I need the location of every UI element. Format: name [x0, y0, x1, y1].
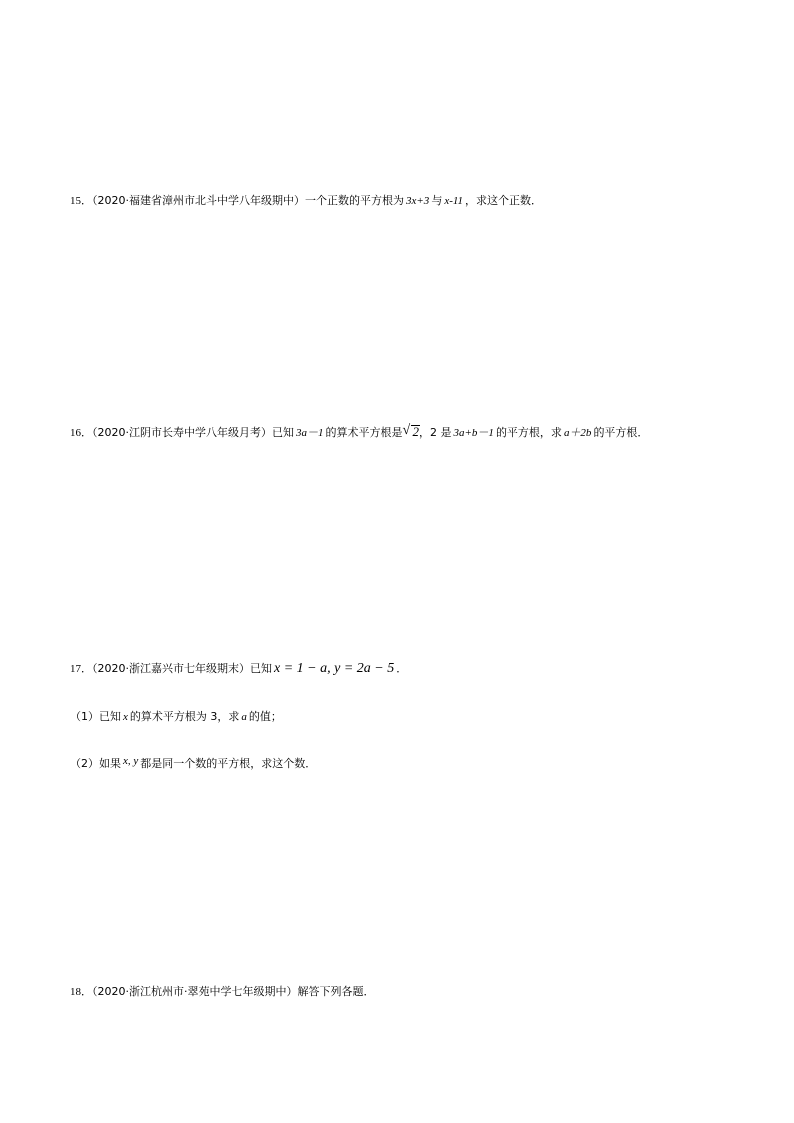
math-expression: x = 1 − a, y = 2a − 5: [274, 661, 395, 676]
square-root-expression: [403, 424, 420, 440]
math-expression: 3a－1: [296, 427, 324, 439]
question-text: 的算术平方根是: [325, 426, 403, 439]
radicand: 2: [412, 424, 419, 439]
math-expression: 3a+b－1: [453, 427, 494, 439]
math-variable: x: [123, 711, 128, 723]
question-source: （2020·福建省漳州市北斗中学八年级期中）: [92, 194, 305, 207]
math-expression: a＋2b: [563, 427, 592, 439]
radical-bar: [411, 425, 421, 426]
question-source: （2020·浙江嘉兴市七年级期末）: [92, 662, 250, 675]
question-text: ，2 是: [419, 426, 452, 439]
radical-sign-icon: √: [402, 423, 411, 438]
subquestion-17-1: [70, 709, 282, 725]
subquestion-text: 已知: [99, 710, 121, 723]
subquestion-text: 都是同一个数的平方根，求这个数．: [140, 757, 317, 770]
question-text: 与: [431, 194, 443, 207]
question-text: ，求这个正数．: [465, 194, 543, 207]
question-text: 一个正数的平方根为: [305, 194, 404, 207]
subquestion-17-2: [70, 756, 316, 772]
subquestion-label: （2）: [70, 757, 99, 770]
question-15: [70, 193, 542, 209]
math-expression: 3x+3: [406, 195, 430, 207]
question-number: 17．: [70, 663, 92, 675]
question-16: [70, 424, 648, 441]
math-variable: x, y: [123, 755, 139, 767]
question-source: （2020·江阴市长寿中学八年级月考）: [92, 426, 272, 439]
question-17: [70, 661, 407, 677]
subquestion-text: 的算术平方根为 3，求: [129, 710, 240, 723]
question-source: （2020·浙江杭州市·翠苑中学七年级期中）: [92, 985, 298, 998]
question-text: 的平方根，求: [495, 426, 562, 439]
math-variable: a: [241, 711, 247, 723]
question-number: 18．: [70, 986, 92, 998]
math-expression: x-11: [444, 195, 464, 207]
question-text: 解答下列各题．: [297, 985, 375, 998]
question-18: [70, 984, 375, 1000]
question-number: 16．: [70, 427, 92, 439]
question-text: 的平方根．: [593, 426, 649, 439]
question-number: 15．: [70, 195, 92, 207]
subquestion-label: （1）: [70, 710, 99, 723]
question-text: ．: [396, 662, 408, 675]
question-text: 已知: [272, 426, 294, 439]
question-text: 已知: [250, 662, 272, 675]
subquestion-text: 如果: [99, 757, 121, 770]
subquestion-text: 的值；: [248, 710, 282, 723]
